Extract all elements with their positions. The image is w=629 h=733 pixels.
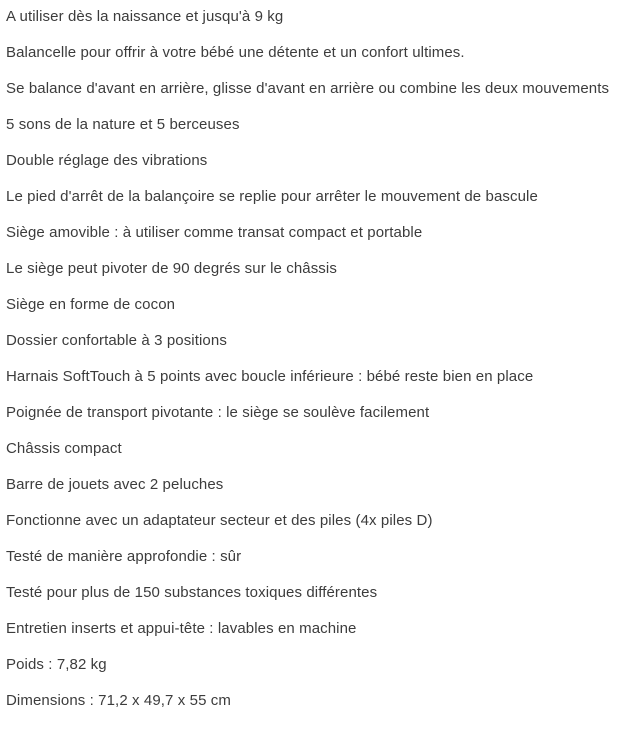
feature-line: 5 sons de la nature et 5 berceuses bbox=[6, 116, 240, 133]
feature-line: Barre de jouets avec 2 peluches bbox=[6, 476, 224, 493]
feature-line: Châssis compact bbox=[6, 440, 122, 457]
feature-line: Le siège peut pivoter de 90 degrés sur le châssis bbox=[6, 260, 337, 277]
feature-line: Poids : 7,82 kg bbox=[6, 656, 107, 673]
feature-line: Se balance d'avant en arrière, glisse d'avant en arrière ou combine les deux mouvements bbox=[6, 80, 610, 97]
feature-line: Dossier confortable à 3 positions bbox=[6, 332, 227, 349]
feature-line: Siège amovible : à utiliser comme transat compact et portable bbox=[6, 224, 423, 241]
feature-line: Harnais SoftTouch à 5 points avec boucle inférieure : bébé reste bien en place bbox=[6, 368, 534, 385]
feature-line: Balancelle pour offrir à votre bébé une détente et un confort ultimes. bbox=[6, 44, 465, 61]
feature-line: Siège en forme de cocon bbox=[6, 296, 176, 313]
feature-line: Double réglage des vibrations bbox=[6, 152, 208, 169]
feature-line: Poignée de transport pivotante : le siège se soulève facilement bbox=[6, 404, 430, 421]
feature-line: Fonctionne avec un adaptateur secteur et des piles (4x piles D) bbox=[6, 512, 433, 529]
feature-line: Testé de manière approfondie : sûr bbox=[6, 548, 242, 565]
feature-line: Le pied d'arrêt de la balançoire se replie pour arrêter le mouvement de bascule bbox=[6, 188, 538, 205]
feature-line: Testé pour plus de 150 substances toxiques différentes bbox=[6, 584, 378, 601]
feature-line: Dimensions : 71,2 x 49,7 x 55 cm bbox=[6, 692, 231, 709]
feature-line: A utiliser dès la naissance et jusqu'à 9 kg bbox=[6, 8, 284, 25]
feature-line: Entretien inserts et appui-tête : lavables en machine bbox=[6, 620, 357, 637]
